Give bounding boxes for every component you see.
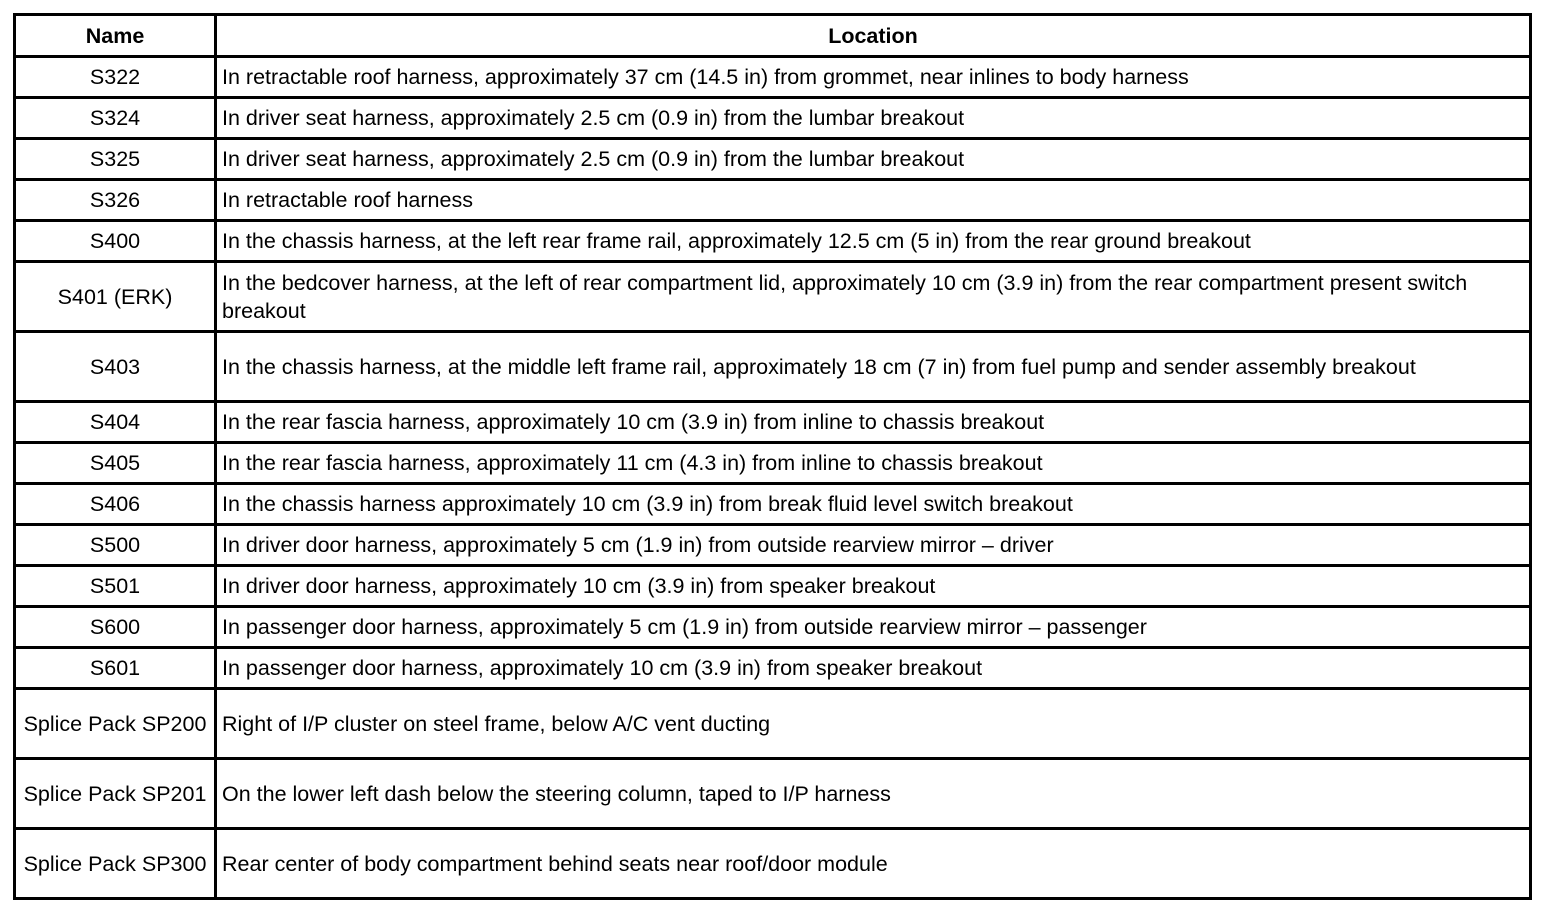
splice-name-cell: Splice Pack SP201 [15, 759, 216, 829]
splice-name-cell: Splice Pack SP200 [15, 689, 216, 759]
splice-location-cell: In driver door harness, approximately 5 cm (1.9 in) from outside rearview mirror – driver [216, 525, 1531, 566]
table-row [15, 689, 1531, 759]
splice-name-cell: S326 [15, 180, 216, 221]
table-row [15, 57, 1531, 98]
splice-location-cell: On the lower left dash below the steering column, taped to I/P harness [216, 759, 1531, 829]
splice-name-cell: S601 [15, 648, 216, 689]
splice-location-cell: In driver seat harness, approximately 2.5 cm (0.9 in) from the lumbar breakout [216, 139, 1531, 180]
splice-name-cell: S400 [15, 221, 216, 262]
table-header-row [15, 15, 1531, 57]
splice-location-cell: In the rear fascia harness, approximately 10 cm (3.9 in) from inline to chassis breakout [216, 402, 1531, 443]
table-row [15, 180, 1531, 221]
splice-name-cell: S501 [15, 566, 216, 607]
splice-location-cell: In driver door harness, approximately 10 cm (3.9 in) from speaker breakout [216, 566, 1531, 607]
table-row [15, 607, 1531, 648]
splice-location-cell: In the rear fascia harness, approximately 11 cm (4.3 in) from inline to chassis breakout [216, 443, 1531, 484]
splice-location-cell: In the chassis harness, at the left rear frame rail, approximately 12.5 cm (5 in) from the rear ground breakout [216, 221, 1531, 262]
splice-name-cell: S322 [15, 57, 216, 98]
table-row [15, 443, 1531, 484]
table-row [15, 759, 1531, 829]
table-row [15, 484, 1531, 525]
splice-location-cell: In retractable roof harness, approximately 37 cm (14.5 in) from grommet, near inlines to body harness [216, 57, 1531, 98]
splice-location-cell: In retractable roof harness [216, 180, 1531, 221]
splice-location-cell: In the chassis harness, at the middle left frame rail, approximately 18 cm (7 in) from fuel pump and sender assembly breakout [216, 332, 1531, 402]
table-row [15, 139, 1531, 180]
splice-name-cell: S404 [15, 402, 216, 443]
table-row [15, 262, 1531, 332]
splice-name-cell: Splice Pack SP300 [15, 829, 216, 899]
splice-name-cell: S324 [15, 98, 216, 139]
splice-location-cell: In the chassis harness approximately 10 cm (3.9 in) from break fluid level switch breakout [216, 484, 1531, 525]
splice-location-cell: In the bedcover harness, at the left of rear compartment lid, approximately 10 cm (3.9 in) from the rear compartment present switch breakout [216, 262, 1531, 332]
table-row [15, 402, 1531, 443]
splice-location-cell: In driver seat harness, approximately 2.5 cm (0.9 in) from the lumbar breakout [216, 98, 1531, 139]
column-header-name: Name [15, 15, 216, 57]
table-row [15, 98, 1531, 139]
splice-location-table [13, 13, 1532, 900]
splice-name-cell: S406 [15, 484, 216, 525]
table-row [15, 829, 1531, 899]
table-row [15, 566, 1531, 607]
splice-location-cell: In passenger door harness, approximately 10 cm (3.9 in) from speaker breakout [216, 648, 1531, 689]
splice-location-cell: In passenger door harness, approximately 5 cm (1.9 in) from outside rearview mirror – passenger [216, 607, 1531, 648]
table-row [15, 525, 1531, 566]
splice-name-cell: S401 (ERK) [15, 262, 216, 332]
column-header-location: Location [216, 15, 1531, 57]
splice-name-cell: S500 [15, 525, 216, 566]
splice-name-cell: S403 [15, 332, 216, 402]
splice-location-table-container [13, 13, 1532, 900]
splice-location-cell: Rear center of body compartment behind seats near roof/door module [216, 829, 1531, 899]
splice-name-cell: S600 [15, 607, 216, 648]
splice-name-cell: S405 [15, 443, 216, 484]
splice-location-cell: Right of I/P cluster on steel frame, below A/C vent ducting [216, 689, 1531, 759]
table-row [15, 332, 1531, 402]
splice-name-cell: S325 [15, 139, 216, 180]
table-row [15, 221, 1531, 262]
table-row [15, 648, 1531, 689]
